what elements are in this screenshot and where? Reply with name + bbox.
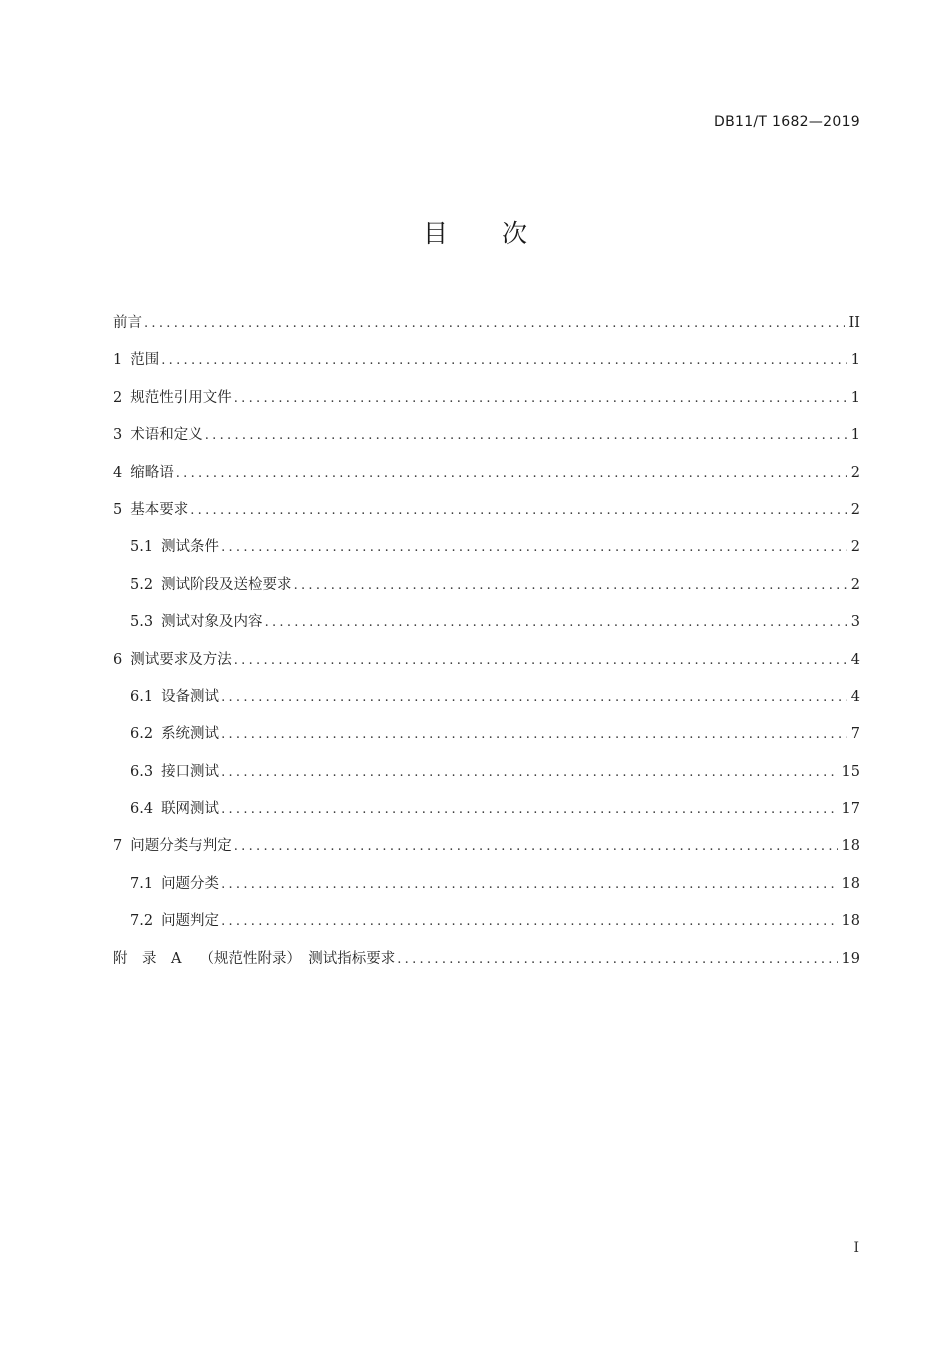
toc-entry-page: 3 <box>850 614 860 631</box>
toc-entry-page: 1 <box>850 427 860 444</box>
toc-entry-number: 5.3 <box>130 614 154 631</box>
toc-dot-leader <box>234 834 838 860</box>
toc-entry-page: II <box>848 315 860 331</box>
toc-entry-label: 测试要求及方法 <box>130 651 232 668</box>
toc-dot-leader <box>221 909 837 935</box>
toc-entry-page: 4 <box>850 688 860 705</box>
toc-entry-7-2[interactable] <box>113 908 860 945</box>
toc-entry-page: 17 <box>841 801 860 818</box>
toc-entry-label: 前言 <box>113 315 142 331</box>
toc-entry-label: 测试条件 <box>161 539 220 556</box>
toc-dot-leader <box>221 685 847 711</box>
toc-dot-leader <box>190 498 847 524</box>
toc-entry-page: 1 <box>850 389 860 406</box>
toc-entry-page: 2 <box>850 501 860 518</box>
toc-entry-5[interactable] <box>113 497 860 534</box>
toc-entry-label: 基本要求 <box>130 501 189 518</box>
toc-entry-label: （规范性附录） 测试指标要求 <box>199 950 396 967</box>
toc-entry-number: 7.2 <box>130 913 154 930</box>
toc-entry-2[interactable] <box>113 385 860 422</box>
toc-entry-label: 问题判定 <box>161 913 220 930</box>
toc-entry-label: 设备测试 <box>161 688 220 705</box>
toc-dot-leader <box>221 535 847 561</box>
toc-dot-leader <box>176 461 847 487</box>
toc-entry-foreword[interactable] <box>113 310 860 347</box>
toc-entry-number: 5.1 <box>130 539 154 556</box>
toc-title-char-1: 目 <box>422 219 448 248</box>
toc-entry-page: 18 <box>841 838 860 855</box>
toc-dot-leader <box>265 610 847 636</box>
toc-entry-label: 规范性引用文件 <box>130 389 232 406</box>
toc-entry-number: 1 <box>113 352 123 369</box>
toc-entry-number: 6.1 <box>130 688 154 705</box>
toc-entry-number: 附 录 A <box>113 950 182 967</box>
toc-entry-number: 6.4 <box>130 801 154 818</box>
toc-entry-number: 6.2 <box>130 726 154 743</box>
toc-entry-number: 6.3 <box>130 763 154 780</box>
toc-dot-leader <box>294 573 847 599</box>
toc-entry-6-4[interactable] <box>113 796 860 833</box>
toc-entry-label: 接口测试 <box>161 763 220 780</box>
toc-entry-label: 问题分类与判定 <box>130 838 232 855</box>
toc-entry-number: 5 <box>113 501 123 518</box>
toc-dot-leader <box>221 797 837 823</box>
toc-dot-leader <box>221 722 847 748</box>
toc-entry-label: 范围 <box>130 352 160 369</box>
toc-dot-leader <box>221 760 837 786</box>
toc-entry-page: 7 <box>850 726 860 743</box>
toc-entry-7-1[interactable] <box>113 871 860 908</box>
toc-entry-3[interactable] <box>113 422 860 459</box>
toc-entry-page: 2 <box>850 576 860 593</box>
toc-entry-number: 3 <box>113 427 123 444</box>
document-code: DB11/T 1682—2019 <box>714 114 860 130</box>
toc-entry-label: 缩略语 <box>130 464 174 481</box>
toc-entry-label: 联网测试 <box>161 801 220 818</box>
toc-entry-label: 问题分类 <box>161 875 220 892</box>
toc-entry-label: 系统测试 <box>161 726 220 743</box>
toc-entry-number: 4 <box>113 464 123 481</box>
toc-entry-number: 2 <box>113 389 123 406</box>
toc-entry-number: 7.1 <box>130 875 154 892</box>
toc-dot-leader <box>234 386 847 412</box>
toc-entry-5-3[interactable] <box>113 609 860 646</box>
toc-entry-page: 15 <box>841 763 860 780</box>
toc-dot-leader <box>144 311 845 337</box>
toc-entry-5-2[interactable] <box>113 572 860 609</box>
toc-dot-leader <box>234 648 847 674</box>
toc-dot-leader <box>161 348 847 374</box>
toc-entry-label: 测试对象及内容 <box>161 614 263 631</box>
toc-entry-1[interactable] <box>113 347 860 384</box>
toc-title-char-2: 次 <box>502 219 528 248</box>
toc-entry-6-1[interactable] <box>113 684 860 721</box>
toc-entry-page: 2 <box>850 464 860 481</box>
toc-entry-page: 2 <box>850 539 860 556</box>
toc-entry-7[interactable] <box>113 833 860 870</box>
toc-entry-page: 18 <box>841 913 860 930</box>
toc-entry-6-3[interactable] <box>113 759 860 796</box>
toc-entry-page: 19 <box>841 950 860 967</box>
toc-entry-number: 7 <box>113 838 123 855</box>
table-of-contents <box>113 310 860 983</box>
toc-entry-page: 4 <box>850 651 860 668</box>
toc-entry-page: 18 <box>841 875 860 892</box>
toc-entry-6[interactable] <box>113 647 860 684</box>
toc-dot-leader <box>221 872 837 898</box>
toc-entry-label: 术语和定义 <box>130 427 203 444</box>
toc-entry-5-1[interactable] <box>113 534 860 571</box>
toc-entry-page: 1 <box>850 352 860 369</box>
toc-entry-label: 测试阶段及送检要求 <box>161 576 292 593</box>
toc-entry-number: 6 <box>113 651 123 668</box>
toc-dot-leader <box>205 423 847 449</box>
toc-entry-number: 5.2 <box>130 576 154 593</box>
toc-title <box>0 214 950 250</box>
page-number: I <box>853 1240 859 1256</box>
toc-dot-leader <box>397 947 837 973</box>
toc-entry-appendix-a[interactable] <box>113 946 860 983</box>
toc-entry-4[interactable] <box>113 460 860 497</box>
toc-entry-6-2[interactable] <box>113 721 860 758</box>
